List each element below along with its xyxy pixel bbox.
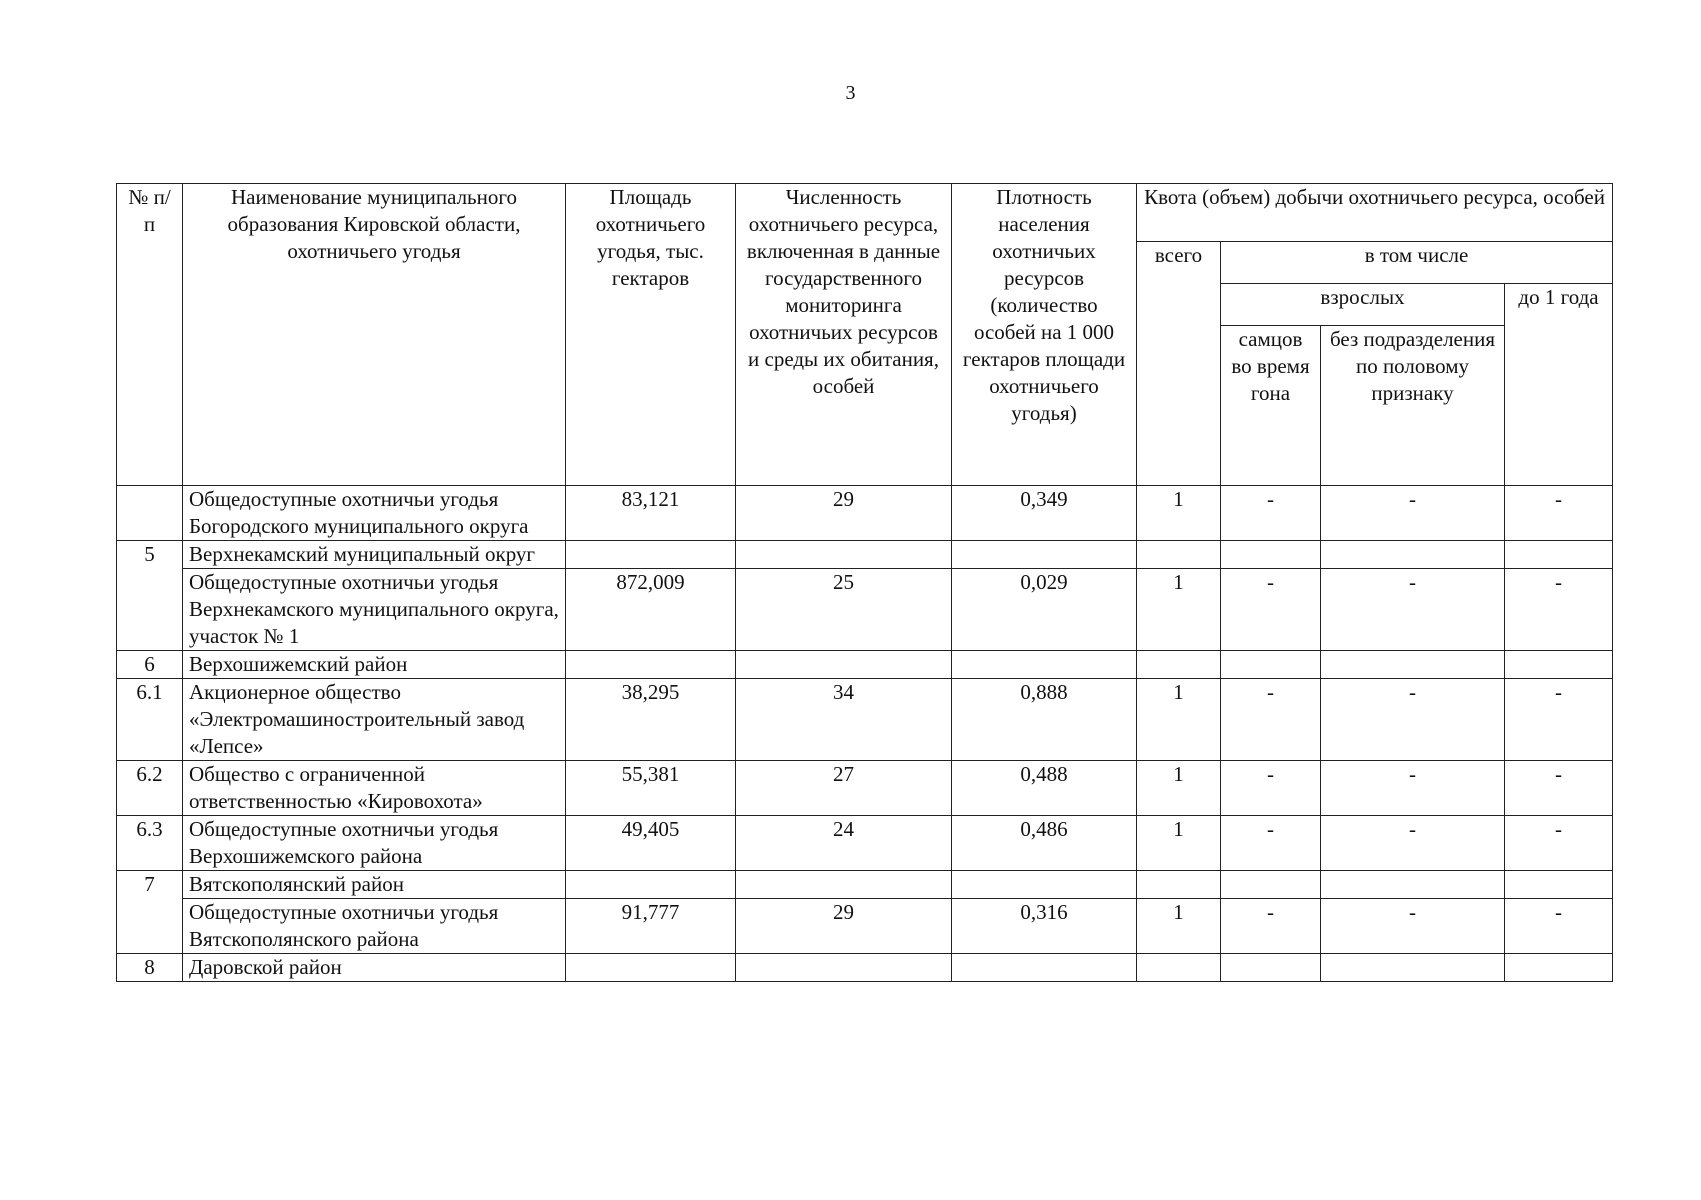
cell-total: 1 <box>1137 761 1221 816</box>
cell-num: 6 <box>117 651 183 679</box>
cell-area: 872,009 <box>566 569 736 651</box>
header-density: Плотность населения охотничьих ресурсов (количество особей на 1 000 гектаров площади охотничьего угодья) <box>952 184 1137 486</box>
cell-name: Общедоступные охотничьи угодья Верхнекамского муниципального округа, участок № 1 <box>183 569 566 651</box>
cell-count: 27 <box>736 761 952 816</box>
cell-young: - <box>1505 899 1613 954</box>
cell-total <box>1137 541 1221 569</box>
cell-area: 49,405 <box>566 816 736 871</box>
cell-males: - <box>1221 899 1321 954</box>
cell-num: 8 <box>117 954 183 982</box>
cell-males: - <box>1221 816 1321 871</box>
cell-total: 1 <box>1137 679 1221 761</box>
cell-count: 25 <box>736 569 952 651</box>
cell-count <box>736 651 952 679</box>
cell-males: - <box>1221 486 1321 541</box>
table-row <box>117 651 1613 679</box>
header-num: № п/п <box>117 184 183 486</box>
cell-count <box>736 541 952 569</box>
cell-density: 0,888 <box>952 679 1137 761</box>
cell-area: 55,381 <box>566 761 736 816</box>
cell-density <box>952 651 1137 679</box>
cell-young: - <box>1505 486 1613 541</box>
cell-young: - <box>1505 569 1613 651</box>
header-area: Площадь охотничьего угодья, тыс. гектаров <box>566 184 736 486</box>
cell-area <box>566 871 736 899</box>
cell-males <box>1221 954 1321 982</box>
cell-young <box>1505 871 1613 899</box>
cell-num: 6.3 <box>117 816 183 871</box>
cell-num: 5 <box>117 541 183 651</box>
table-row <box>117 899 1613 954</box>
header-young: до 1 года <box>1505 284 1613 486</box>
cell-num: 6.2 <box>117 761 183 816</box>
table-row <box>117 761 1613 816</box>
header-males: самцов во время гона <box>1221 326 1321 486</box>
cell-name: Акционерное общество «Электромашиностроительный завод «Лепсе» <box>183 679 566 761</box>
table-row <box>117 486 1613 541</box>
cell-nosex: - <box>1321 816 1505 871</box>
cell-name: Общедоступные охотничьи угодья Вятскополянского района <box>183 899 566 954</box>
table-body <box>117 486 1613 982</box>
cell-young <box>1505 954 1613 982</box>
cell-nosex: - <box>1321 569 1505 651</box>
cell-count: 29 <box>736 899 952 954</box>
cell-count: 34 <box>736 679 952 761</box>
cell-area: 91,777 <box>566 899 736 954</box>
cell-count <box>736 871 952 899</box>
cell-count <box>736 954 952 982</box>
cell-males <box>1221 651 1321 679</box>
table-header <box>117 184 1613 486</box>
cell-density: 0,488 <box>952 761 1137 816</box>
cell-density: 0,486 <box>952 816 1137 871</box>
cell-total <box>1137 871 1221 899</box>
header-adults: взрослых <box>1221 284 1505 326</box>
page-number: 3 <box>845 82 856 104</box>
cell-name: Общество с ограниченной ответственностью «Кировохота» <box>183 761 566 816</box>
cell-total <box>1137 651 1221 679</box>
cell-nosex: - <box>1321 899 1505 954</box>
cell-nosex: - <box>1321 679 1505 761</box>
header-total: всего <box>1137 242 1221 486</box>
cell-nosex <box>1321 651 1505 679</box>
cell-density: 0,349 <box>952 486 1137 541</box>
cell-density <box>952 541 1137 569</box>
cell-nosex: - <box>1321 486 1505 541</box>
table-row <box>117 679 1613 761</box>
cell-name: Общедоступные охотничьи угодья Верхошижемского района <box>183 816 566 871</box>
table-row <box>117 816 1613 871</box>
header-quota: Квота (объем) добычи охотничьего ресурса, особей <box>1137 184 1613 242</box>
cell-young: - <box>1505 679 1613 761</box>
cell-name: Даровской район <box>183 954 566 982</box>
cell-area <box>566 651 736 679</box>
cell-name: Верхошижемский район <box>183 651 566 679</box>
cell-density: 0,029 <box>952 569 1137 651</box>
cell-total: 1 <box>1137 899 1221 954</box>
cell-count: 29 <box>736 486 952 541</box>
table-row <box>117 871 1613 899</box>
cell-name: Вятскополянский район <box>183 871 566 899</box>
cell-density <box>952 954 1137 982</box>
cell-name: Общедоступные охотничьи угодья Богородского муниципального округа <box>183 486 566 541</box>
cell-area <box>566 541 736 569</box>
cell-num: 7 <box>117 871 183 954</box>
cell-name: Верхнекамский муниципальный округ <box>183 541 566 569</box>
cell-density <box>952 871 1137 899</box>
cell-area <box>566 954 736 982</box>
cell-nosex <box>1321 954 1505 982</box>
cell-total: 1 <box>1137 816 1221 871</box>
header-name: Наименование муниципального образования Кировской области, охотничьего угодья <box>183 184 566 486</box>
header-including: в том числе <box>1221 242 1613 284</box>
table-row <box>117 954 1613 982</box>
cell-total: 1 <box>1137 569 1221 651</box>
cell-young: - <box>1505 816 1613 871</box>
cell-num <box>117 486 183 541</box>
cell-young <box>1505 541 1613 569</box>
cell-area: 83,121 <box>566 486 736 541</box>
cell-area: 38,295 <box>566 679 736 761</box>
cell-nosex: - <box>1321 761 1505 816</box>
cell-nosex <box>1321 541 1505 569</box>
cell-nosex <box>1321 871 1505 899</box>
cell-count: 24 <box>736 816 952 871</box>
header-nosex: без подразделения по половому признаку <box>1321 326 1505 486</box>
cell-males <box>1221 871 1321 899</box>
quota-table <box>116 183 1613 982</box>
cell-young <box>1505 651 1613 679</box>
table-row <box>117 541 1613 569</box>
cell-males: - <box>1221 569 1321 651</box>
cell-males <box>1221 541 1321 569</box>
cell-young: - <box>1505 761 1613 816</box>
cell-total <box>1137 954 1221 982</box>
cell-males: - <box>1221 761 1321 816</box>
header-count: Численность охотничьего ресурса, включенная в данные государственного мониторинга охотничьих ресурсов и среды их обитания, особей <box>736 184 952 486</box>
cell-num: 6.1 <box>117 679 183 761</box>
table-row <box>117 569 1613 651</box>
cell-total: 1 <box>1137 486 1221 541</box>
cell-males: - <box>1221 679 1321 761</box>
cell-density: 0,316 <box>952 899 1137 954</box>
